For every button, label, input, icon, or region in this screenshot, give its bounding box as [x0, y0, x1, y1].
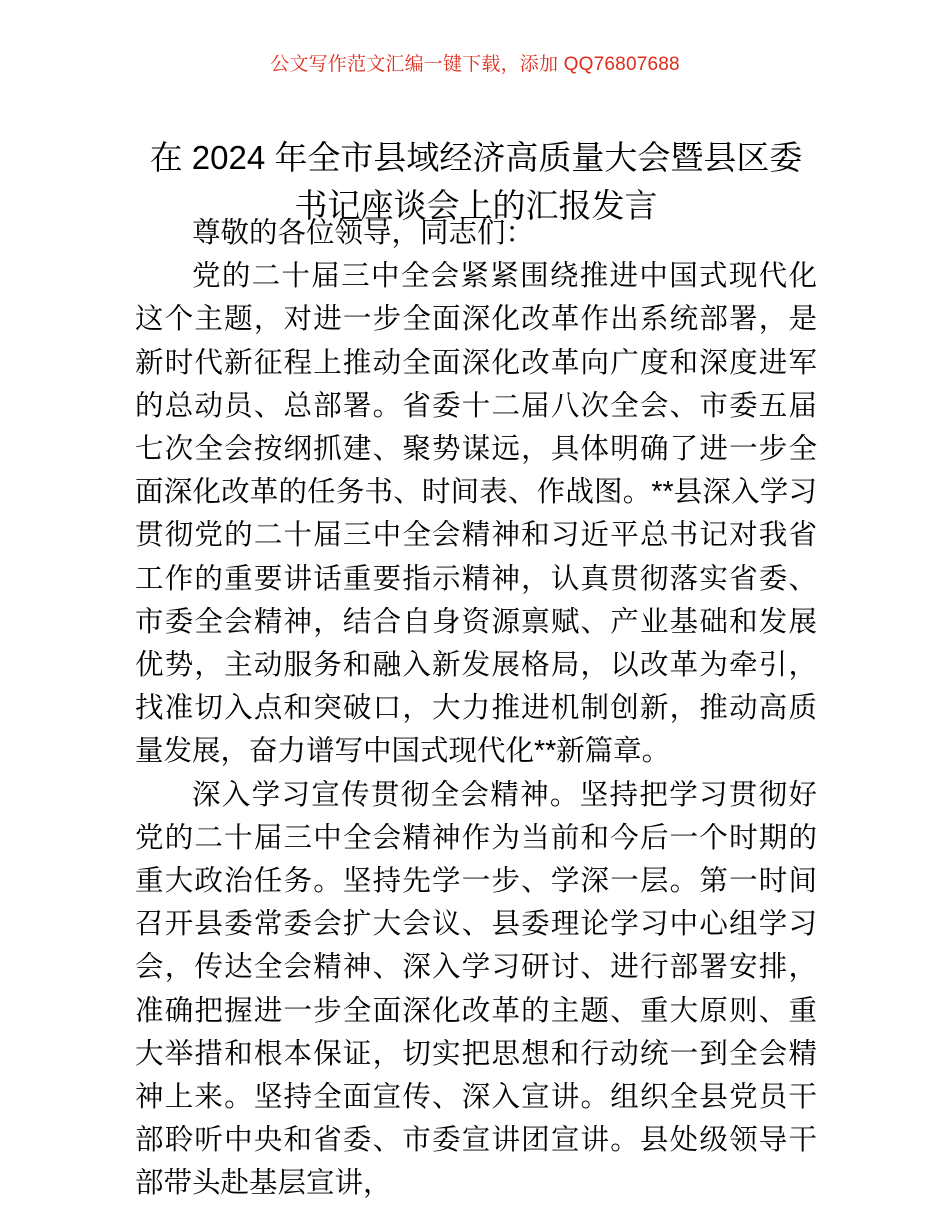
promo-watermark-header: 公文写作范文汇编一键下载，添加 QQ76807688 — [270, 54, 680, 75]
body-paragraph: 深入学习宣传贯彻全会精神。坚持把学习贯彻好党的二十届三中全会精神作为当前和今后一个时期的重大政治任务。坚持先学一步、学深一层。第一时间召开县委常委会扩大会议、县委理论学习中心组学习会，传达全会精神、深入学习研讨、进行部署安排，准确把握进一步全面深化改革的主题、重大原则、重大举措和根本保证，切实把思想和行动统一到全会精神上来。坚持全面宣传、深入宣讲。组织全县党员干部聆听中央和省委、市委宣讲团宣讲。县处级领导干部带头赴基层宣讲， — [135, 778, 817, 1200]
document-body — [135, 212, 817, 1206]
page-title: 在 2024 年全市县域经济高质量大会暨县区委书记座谈会上的汇报发言 — [149, 139, 803, 225]
salutation-paragraph: 尊敬的各位领导，同志们： — [192, 217, 535, 249]
body-paragraph: 党的二十届三中全会紧紧围绕推进中国式现代化这个主题，对进一步全面深化改革作出系统部署，是新时代新征程上推动全面深化改革向广度和深度进军的总动员、总部署。省委十二届八次全会、市委五届七次全会按纲抓建、聚势谋远，具体明确了进一步全面深化改革的任务书、时间表、作战图。**县深入学习贯彻党的二十届三中全会精神和习近平总书记对我省工作的重要讲话重要指示精神，认真贯彻落实省委、市委全会精神，结合自身资源禀赋、产业基础和发展优势，主动服务和融入新发展格局，以改革为牵引，找准切入点和突破口，大力推进机制创新，推动高质量发展，奋力谱写中国式现代化**新篇章。 — [135, 260, 817, 768]
